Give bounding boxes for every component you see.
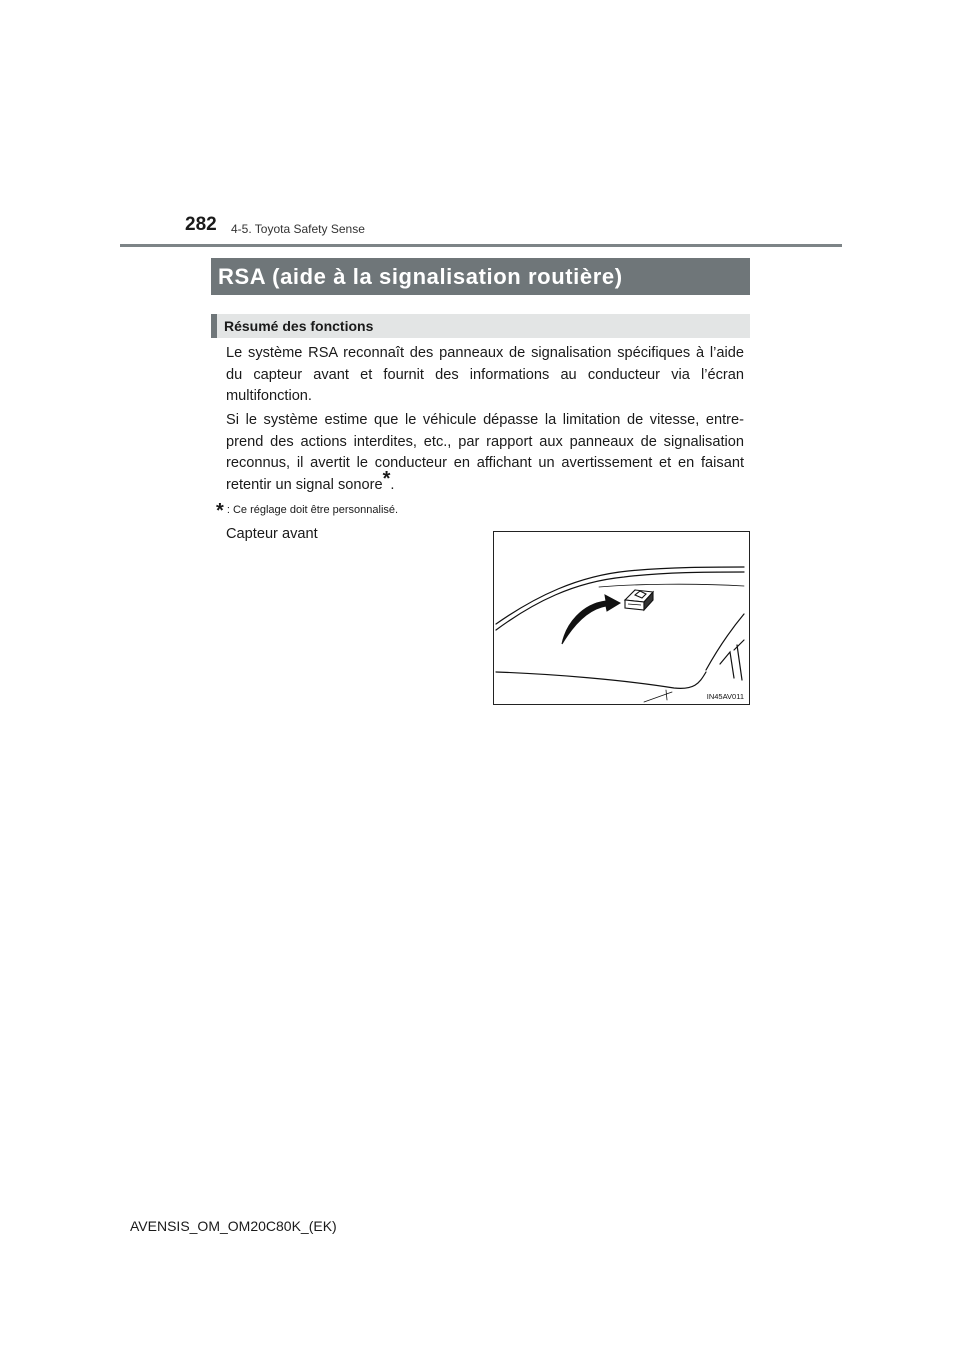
- section-title: RSA (aide à la signalisation routière): [211, 258, 750, 295]
- figure-label: Capteur avant: [226, 526, 318, 542]
- front-sensor-illustration: [493, 531, 750, 705]
- footnote-text: : Ce réglage doit être personnalisé.: [226, 504, 399, 516]
- header-divider: [120, 244, 842, 247]
- a-pillar-line: [706, 614, 744, 670]
- document-id: AVENSIS_OM_OM20C80K_(EK): [130, 1218, 337, 1234]
- paragraph-warning-text: Si le système estime que le véhicule dépasse la limitation de vitesse, entre-prend des actions interdites, etc., par rapport aux panneaux de signalisation reconnus, il avertit le conducteur en affichant un avertissement et en faisant retentir un signal sonore: [226, 412, 744, 493]
- paragraph-warning-end: .: [390, 476, 395, 493]
- footnote-marker: *: [382, 467, 391, 490]
- front-sensor-icon: [625, 590, 653, 610]
- paragraph-warning: [226, 410, 744, 496]
- page-number: 282: [185, 214, 217, 235]
- footnote: [216, 500, 398, 523]
- footnote-star: *: [216, 500, 224, 522]
- image-code: IN45AV011: [706, 692, 744, 701]
- subheading: Résumé des fonctions: [211, 314, 750, 338]
- windshield-drawing: [494, 532, 749, 704]
- section-reference: 4-5. Toyota Safety Sense: [231, 222, 365, 236]
- pointer-arrow-icon: [562, 595, 620, 644]
- paragraph-intro: Le système RSA reconnaît des panneaux de signalisation spécifiques à l’aide du capteur avant et fournit des informations au conducteur via l’écran multifonction.: [226, 345, 744, 404]
- dashboard-edge: [496, 672, 706, 688]
